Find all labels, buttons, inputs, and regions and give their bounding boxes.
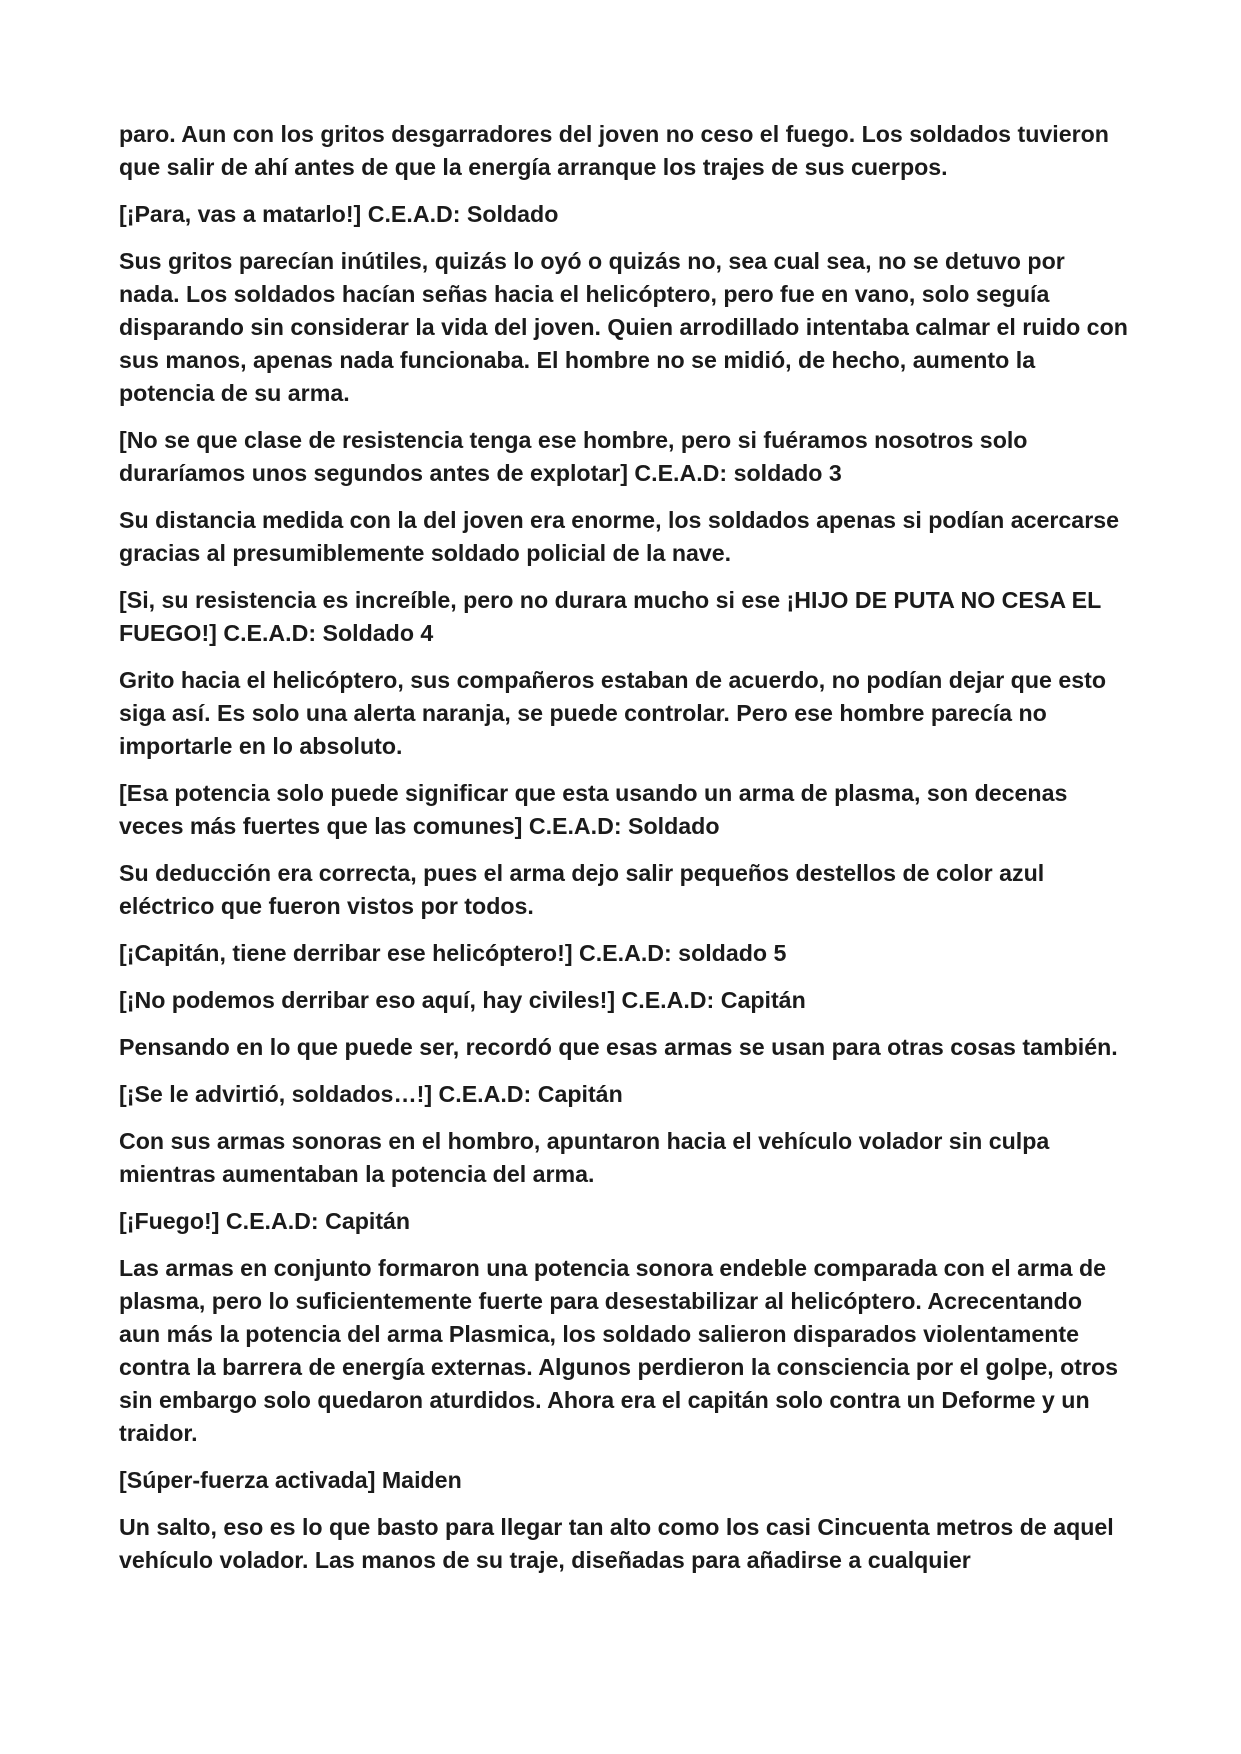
dialogue-line: [Esa potencia solo puede significar que esta usando un arma de plasma, son decenas veces más fuertes que las comunes] C.E.A.D: Soldado bbox=[119, 780, 1068, 839]
paragraph: Las armas en conjunto formaron una potencia sonora endeble comparada con el arma de plasma, pero lo suficientemente fuerte para desestabilizar al helicóptero. Acrecentando aun más la potencia del arma Plasmica, los soldado salieron disparados violentamente contra la barrera de energía externas. Algunos perdieron la consciencia por el golpe, otros sin embargo solo quedaron aturdidos. Ahora era el capitán solo contra un Deforme y un traidor. bbox=[119, 1255, 1119, 1446]
dialogue-line: [Si, su resistencia es increíble, pero no durara mucho si ese ¡HIJO DE PUTA NO CESA EL FUEGO!] C.E.A.D: Soldado 4 bbox=[119, 587, 1101, 646]
paragraph: Pensando en lo que puede ser, recordó que esas armas se usan para otras cosas también. bbox=[119, 1034, 1118, 1060]
dialogue-line: [¡Se le advirtió, soldados…!] C.E.A.D: Capitán bbox=[119, 1081, 623, 1107]
dialogue-line: [¡Capitán, tiene derribar ese helicóptero!] C.E.A.D: soldado 5 bbox=[119, 940, 787, 966]
paragraph: Con sus armas sonoras en el hombro, apuntaron hacia el vehículo volador sin culpa mientras aumentaban la potencia del arma. bbox=[119, 1128, 1050, 1187]
document-body bbox=[119, 118, 1129, 1591]
paragraph: paro. Aun con los gritos desgarradores del joven no ceso el fuego. Los soldados tuvieron que salir de ahí antes de que la energía arranque los trajes de sus cuerpos. bbox=[119, 121, 1109, 180]
paragraph: Sus gritos parecían inútiles, quizás lo oyó o quizás no, sea cual sea, no se detuvo por nada. Los soldados hacían señas hacia el helicóptero, pero fue en vano, solo seguía disparando sin considerar la vida del joven. Quien arrodillado intentaba calmar el ruido con sus manos, apenas nada funcionaba. El hombre no se midió, de hecho, aumento la potencia de su arma. bbox=[119, 248, 1128, 406]
dialogue-line: [¡Fuego!] C.E.A.D: Capitán bbox=[119, 1208, 411, 1234]
paragraph: Un salto, eso es lo que basto para llegar tan alto como los casi Cincuenta metros de aquel vehículo volador. Las manos de su traje, diseñadas para añadirse a cualquier bbox=[119, 1514, 1114, 1573]
dialogue-line: [¡No podemos derribar eso aquí, hay civiles!] C.E.A.D: Capitán bbox=[119, 987, 806, 1013]
paragraph: Su deducción era correcta, pues el arma dejo salir pequeños destellos de color azul eléctrico que fueron vistos por todos. bbox=[119, 860, 1045, 919]
dialogue-line: [No se que clase de resistencia tenga ese hombre, pero si fuéramos nosotros solo duraríamos unos segundos antes de explotar] C.E.A.D: soldado 3 bbox=[119, 427, 1028, 486]
dialogue-line: [¡Para, vas a matarlo!] C.E.A.D: Soldado bbox=[119, 201, 559, 227]
dialogue-line: [Súper-fuerza activada] Maiden bbox=[119, 1467, 462, 1493]
paragraph: Su distancia medida con la del joven era enorme, los soldados apenas si podían acercarse gracias al presumiblemente soldado policial de la nave. bbox=[119, 507, 1120, 566]
paragraph: Grito hacia el helicóptero, sus compañeros estaban de acuerdo, no podían dejar que esto siga así. Es solo una alerta naranja, se puede controlar. Pero ese hombre parecía no importarle en lo absoluto. bbox=[119, 667, 1106, 759]
